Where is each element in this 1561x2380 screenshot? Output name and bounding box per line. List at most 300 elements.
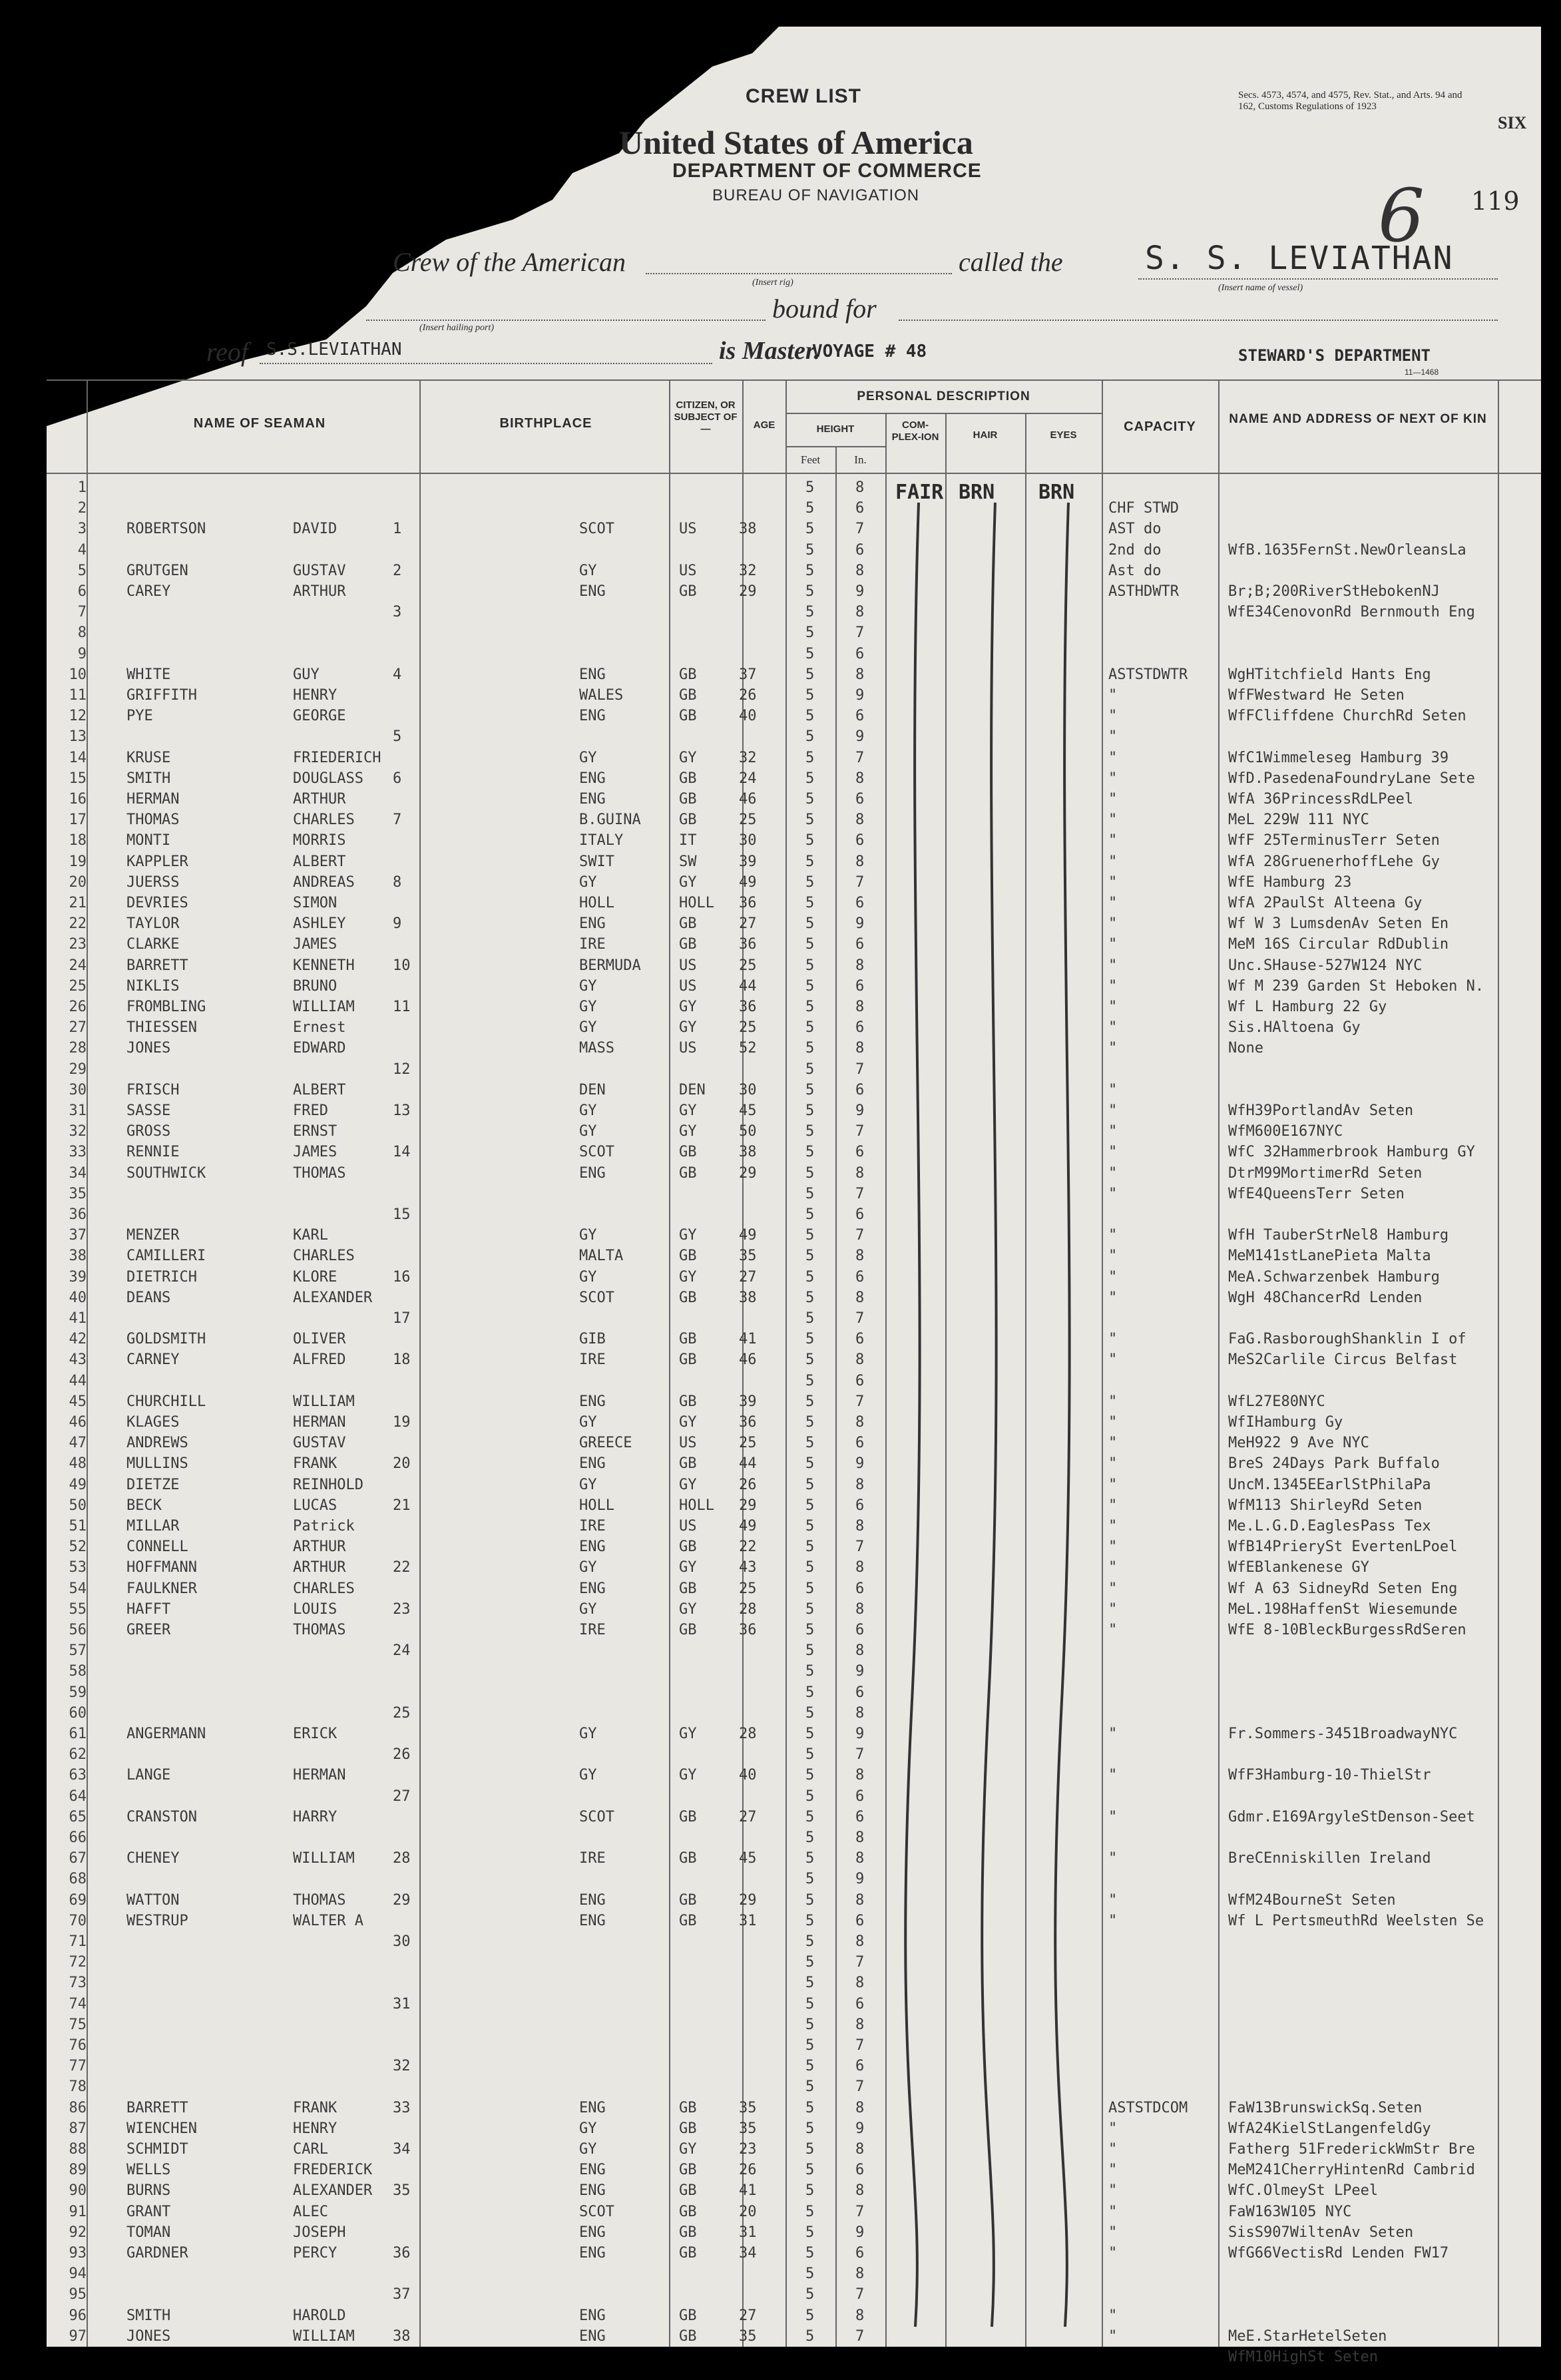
height-inches: 7 [855,1061,865,1078]
height-inches: 8 [855,812,865,829]
birthplace: IRE [579,1850,606,1867]
seaman-given-name: KLORE [293,1268,337,1286]
next-of-kin: Me.L.G.D.EaglesPass Tex [1228,1518,1431,1535]
capacity: ASTHDWTR [1108,583,1179,600]
citizenship: GB [679,1808,697,1825]
row-number: 60 [69,1704,87,1722]
citizenship: GY [679,1227,697,1244]
next-of-kin: WfA 28GruenerhoffLehe Gy [1228,853,1440,870]
seaman-surname: BURNS [126,2182,171,2200]
row-number: 89 [69,2162,87,2179]
height-inches: 8 [855,1248,865,1265]
age: 26 [739,2162,757,2179]
citizenship: GB [679,1144,697,1161]
height-inches: 8 [855,999,865,1015]
row-number: 65 [69,1808,87,1825]
capacity: " [1108,1726,1118,1742]
row-number: 19 [69,853,87,870]
seaman-count: 21 [393,1497,411,1514]
row-number: 8 [77,624,87,642]
seaman-surname: ROBERTSON [126,521,206,538]
height-inches: 8 [855,2307,865,2324]
capacity: " [1108,1808,1118,1825]
age: 25 [739,1580,757,1597]
citizenship: GB [679,812,697,829]
citizenship: HOLL [679,1497,714,1514]
row-number: 95 [69,2286,87,2303]
height-feet: 5 [805,1393,815,1410]
seaman-given-name: OLIVER [293,1331,346,1348]
capacity: " [1108,687,1118,704]
next-of-kin: WfFCliffdene ChurchRd Seten [1228,708,1466,725]
height-feet: 5 [805,1102,815,1119]
citizenship: GB [679,2245,697,2261]
next-of-kin: WfE Hamburg 23 [1228,873,1352,891]
height-inches: 8 [855,1559,865,1576]
height-inches: 8 [855,1891,865,1909]
row-number: 58 [69,1663,87,1680]
seaman-given-name: CHARLES [293,1580,355,1597]
seaman-surname: TOMAN [126,2224,171,2241]
height-feet: 5 [805,915,815,933]
age: 31 [739,2224,757,2241]
seaman-count: 31 [393,1995,411,2013]
age: 27 [739,1268,757,1286]
row-number: 31 [69,1102,87,1119]
citizenship: US [679,521,697,538]
capacity: " [1108,749,1118,766]
next-of-kin: MeM 16S Circular RdDublin [1228,936,1449,953]
height-feet: 5 [805,791,815,808]
height-inches: 6 [855,936,865,953]
height-feet: 5 [805,2224,815,2241]
height-feet: 5 [805,749,815,766]
height-feet: 5 [805,1726,815,1742]
citizenship: GB [679,1331,697,1348]
seaman-surname: LANGE [126,1767,171,1784]
citizenship: GB [679,2182,697,2200]
capacity: " [1108,1622,1118,1638]
next-of-kin: Wf W 3 LumsdenAv Seten En [1228,915,1449,933]
capacity: " [1108,2327,1118,2345]
seaman-count: 8 [393,873,402,891]
age: 35 [739,2099,757,2116]
vessel-name: S. S. LEVIATHAN [1145,240,1454,277]
capacity: " [1108,1123,1118,1140]
citizenship: GB [679,915,697,933]
age: 49 [739,1518,757,1535]
seaman-surname: CRANSTON [126,1808,197,1825]
next-of-kin: WfF3Hamburg-10-ThielStr [1228,1767,1431,1784]
seaman-given-name: ANDREAS [293,873,355,891]
seaman-count: 1 [393,521,402,538]
height-feet: 5 [805,645,815,662]
height-feet: 5 [805,1414,815,1431]
row-number: 42 [69,1331,87,1348]
age: 26 [739,687,757,704]
next-of-kin: WfM24BourneSt Seten [1228,1891,1396,1909]
height-inches: 9 [855,1102,865,1119]
birthplace: IRE [579,936,606,953]
height-inches: 6 [855,1808,865,1825]
age: 35 [739,2120,757,2137]
height-feet: 5 [805,832,815,849]
height-inches: 6 [855,2058,865,2075]
height-inches: 6 [855,977,865,995]
height-feet: 5 [805,2058,815,2075]
seaman-surname: THIESSEN [126,1019,197,1037]
seaman-given-name: ARTHUR [293,791,346,808]
capacity: " [1108,812,1118,829]
height-inches: 6 [855,2162,865,2179]
capacity: 2nd do [1108,541,1162,559]
height-feet: 5 [805,1289,815,1306]
row-number: 15 [69,770,87,787]
birthplace: GY [579,1268,597,1286]
age: 37 [739,666,757,683]
row-number: 22 [69,915,87,933]
row-number: 40 [69,1289,87,1306]
feet-column-header: Feet [800,453,821,466]
height-feet: 5 [805,2120,815,2137]
height-feet: 5 [805,1185,815,1202]
next-of-kin: Wf A 63 SidneyRd Seten Eng [1228,1580,1458,1597]
height-inches: 6 [855,1206,865,1223]
citizenship: HOLL [679,895,714,911]
height-inches: 6 [855,1268,865,1286]
birthplace: GY [579,1019,597,1037]
birthplace: HOLL [579,1497,614,1514]
capacity: " [1108,1102,1118,1119]
citizenship: GB [679,2224,697,2241]
next-of-kin: WfB.1635FernSt.NewOrleansLa [1228,541,1466,559]
seaman-given-name: JAMES [293,936,337,953]
height-inches: 7 [855,1227,865,1244]
age: 46 [739,1351,757,1369]
seaman-given-name: ERICK [293,1726,337,1742]
height-inches: 8 [855,2099,865,2116]
height-inches: 9 [855,2224,865,2241]
row-number: 78 [69,2078,87,2096]
row-number: 18 [69,832,87,849]
height-feet: 5 [805,1310,815,1327]
capacity: " [1108,2203,1118,2220]
next-of-kin: WfH39PortlandAv Seten [1228,1102,1414,1119]
row-number: 62 [69,1746,87,1764]
birthplace: SCOT [579,1144,614,1161]
citizenship: GB [679,1164,697,1182]
birthplace: ENG [579,2224,606,2241]
citizenship: GY [679,1268,697,1286]
bureau-label: BUREAU OF NAVIGATION [712,186,920,204]
height-inches: 8 [855,604,865,621]
seaman-count: 9 [393,915,402,933]
seaman-count: 14 [393,1144,411,1161]
height-feet: 5 [805,770,815,787]
age: 41 [739,1331,757,1348]
height-inches: 8 [855,853,865,870]
birthplace-column-header: BIRTHPLACE [499,416,592,431]
citizenship: GB [679,791,697,808]
height-inches: 8 [855,1518,865,1535]
seaman-given-name: ASHLEY [293,915,346,933]
height-inches: 7 [855,2286,865,2303]
height-inches: 8 [855,1767,865,1784]
next-of-kin: Wf L PertsmeuthRd Weelsten Se [1228,1912,1484,1929]
next-of-kin: WfE34CenovonRd Bernmouth Eng [1228,604,1475,621]
row-number: 21 [69,895,87,911]
age: 44 [739,1455,757,1473]
row-number: 20 [69,873,87,891]
row-number: 53 [69,1559,87,1576]
height-feet: 5 [805,1351,815,1369]
height-feet: 5 [805,2327,815,2345]
capacity: " [1108,1268,1118,1286]
height-inches: 8 [855,1476,865,1493]
height-inches: 6 [855,1331,865,1348]
seaman-given-name: GUSTAV [293,1435,346,1452]
height-inches: 6 [855,791,865,808]
insert-hailing-port-label: (Insert hailing port) [419,323,494,333]
capacity: " [1108,1144,1118,1161]
age: 34 [739,2245,757,2261]
seaman-surname: CAMILLERI [126,1248,206,1265]
age: 30 [739,832,757,849]
height-inches: 6 [855,1684,865,1701]
next-of-kin: WfH TauberStrNel8 Hamburg [1228,1227,1449,1244]
capacity: " [1108,1393,1118,1410]
height-feet: 5 [805,479,815,496]
row-number: 50 [69,1497,87,1514]
height-inches: 8 [855,2265,865,2283]
row-number: 93 [69,2245,87,2261]
capacity: " [1108,1227,1118,1244]
height-inches: 7 [855,2327,865,2345]
row-number: 38 [69,1248,87,1265]
seaman-surname: KLAGES [126,1414,180,1431]
height-feet: 5 [805,1435,815,1452]
kin-column-header: NAME AND ADDRESS OF NEXT OF KIN [1229,412,1487,426]
seaman-count: 25 [393,1704,411,1722]
next-of-kin: WfA 2PaulSt Alteena Gy [1228,895,1423,911]
capacity: CHF STWD [1108,500,1179,517]
height-inches: 6 [855,645,865,662]
height-inches: 9 [855,1726,865,1742]
seaman-surname: BARRETT [126,957,188,974]
height-inches: 8 [855,1642,865,1660]
birthplace: GY [579,977,597,995]
height-inches: 8 [855,2016,865,2033]
citizenship: GB [679,1289,697,1306]
height-feet: 5 [805,2182,815,2200]
seaman-surname: TAYLOR [126,915,180,933]
next-of-kin: MeL.198HaffenSt Wiesemunde [1228,1600,1458,1618]
row-number: 36 [69,1206,87,1223]
row-number: 30 [69,1081,87,1098]
seaman-surname: MULLINS [126,1455,188,1473]
seaman-count: 16 [393,1268,411,1286]
next-of-kin: WfM600E167NYC [1228,1123,1343,1140]
capacity: " [1108,728,1118,746]
row-number: 28 [69,1040,87,1057]
complexion-value: FAIR [895,481,944,504]
citizenship: GY [679,1414,697,1431]
citizenship: GY [679,1123,697,1140]
height-feet: 5 [805,687,815,704]
row-number: 25 [69,977,87,995]
citizenship: SW [679,853,697,870]
seaman-given-name: DOUGLASS [293,770,363,787]
age: 31 [739,1912,757,1929]
row-number: 67 [69,1850,87,1867]
row-number: 39 [69,1268,87,1286]
age: 44 [739,977,757,995]
capacity: " [1108,2182,1118,2200]
citizen-column-header: CITIZEN, OR SUBJECT OF— [674,399,738,435]
height-inches: 9 [855,915,865,933]
citizenship: GB [679,1539,697,1556]
age: 36 [739,895,757,911]
seaman-given-name: CARL [293,2141,328,2158]
seaman-given-name: WILLIAM [293,1393,355,1410]
capacity: " [1108,1912,1118,1929]
height-inches: 7 [855,1185,865,1202]
row-number: 13 [69,728,87,746]
height-feet: 5 [805,1975,815,1992]
birthplace: ENG [579,2245,606,2261]
hair-value: BRN [959,481,995,504]
age: 32 [739,749,757,766]
height-feet: 5 [805,2265,815,2283]
row-number: 23 [69,936,87,953]
height-feet: 5 [805,1891,815,1909]
seaman-given-name: DAVID [293,521,337,538]
height-feet: 5 [805,1829,815,1846]
height-feet: 5 [805,1808,815,1825]
seaman-count: 23 [393,1600,411,1618]
birthplace: SCOT [579,2203,614,2220]
birthplace: ITALY [579,832,624,849]
row-number: 74 [69,1995,87,2013]
height-inches: 8 [855,1704,865,1722]
seaman-given-name: ALEXANDER [293,2182,373,2200]
seaman-given-name: CHARLES [293,812,355,829]
seaman-given-name: BRUNO [293,977,337,995]
height-inches: 7 [855,521,865,538]
age: 49 [739,873,757,891]
citizenship: GB [679,583,697,600]
citizenship: GB [679,1455,697,1473]
seaman-count: 15 [393,1206,411,1223]
citizenship: GB [679,1891,697,1909]
height-feet: 5 [805,624,815,642]
height-feet: 5 [805,521,815,538]
seaman-given-name: HENRY [293,2120,337,2137]
seaman-count: 30 [393,1933,411,1950]
height-feet: 5 [805,1019,815,1037]
height-feet: 5 [805,1061,815,1078]
height-inches: 7 [855,1539,865,1556]
next-of-kin: WfL27E80NYC [1228,1393,1325,1410]
row-number: 34 [69,1164,87,1182]
row-number: 97 [69,2327,87,2345]
capacity: " [1108,853,1118,870]
age: 25 [739,1435,757,1452]
age: 45 [739,1102,757,1119]
height-inches: 6 [855,1912,865,1929]
age: 40 [739,1767,757,1784]
capacity: " [1108,999,1118,1015]
next-of-kin: DtrM99MortimerRd Seten [1228,1164,1423,1182]
citizenship: GB [679,2120,697,2137]
birthplace: IRE [579,1622,606,1638]
age: 40 [739,708,757,725]
seaman-surname: DIETZE [126,1476,180,1493]
birthplace: GY [579,749,597,766]
height-inches: 9 [855,583,865,600]
seaman-surname: GOLDSMITH [126,1331,206,1348]
crew-list-page [47,27,1541,2365]
row-number: 69 [69,1891,87,1909]
height-inches: 8 [855,1600,865,1618]
height-feet: 5 [805,1600,815,1618]
seaman-count: 11 [393,999,411,1015]
citizenship: GB [679,936,697,953]
seaman-surname: CLARKE [126,936,180,953]
height-feet: 5 [805,2307,815,2324]
seaman-surname: GRANT [126,2203,171,2220]
height-feet: 5 [805,895,815,911]
seaman-given-name: ARTHUR [293,1559,346,1576]
birthplace: GY [579,1123,597,1140]
seaman-given-name: KENNETH [293,957,355,974]
citizenship: GY [679,1019,697,1037]
seaman-surname: SCHMIDT [126,2141,188,2158]
row-number: 68 [69,1871,87,1888]
height-feet: 5 [805,541,815,559]
seaman-surname: BARRETT [126,2099,188,2116]
next-of-kin: WfM10HighSt Seten [1228,2349,1379,2365]
height-feet: 5 [805,957,815,974]
height-feet: 5 [805,2245,815,2261]
seaman-given-name: HENRY [293,687,337,704]
citizenship: US [679,1435,697,1452]
seaman-count: 20 [393,1455,411,1473]
row-number: 59 [69,1684,87,1701]
row-number: 14 [69,749,87,766]
capacity: AST do [1108,521,1162,538]
citizenship: GY [679,1102,697,1119]
birthplace: ENG [579,2182,606,2200]
height-feet: 5 [805,1268,815,1286]
capacity: " [1108,832,1118,849]
birthplace: GY [579,1102,597,1119]
next-of-kin: WfM113 ShirleyRd Seten [1228,1497,1423,1514]
birthplace: GIB [579,1331,606,1348]
next-of-kin: WfC 32Hammerbrook Hamburg GY [1228,1144,1475,1161]
seaman-surname: PYE [126,708,153,725]
capacity: ASTSTDWTR [1108,666,1188,683]
height-inches: 7 [855,1123,865,1140]
seaman-count: 22 [393,1559,411,1576]
height-inches: 7 [855,873,865,891]
height-inches: 6 [855,500,865,517]
row-number: 1 [77,479,87,496]
eyes-value: BRN [1038,481,1075,504]
whereof-label: reof [206,337,248,367]
height-feet: 5 [805,1663,815,1680]
height-inches: 6 [855,1081,865,1098]
